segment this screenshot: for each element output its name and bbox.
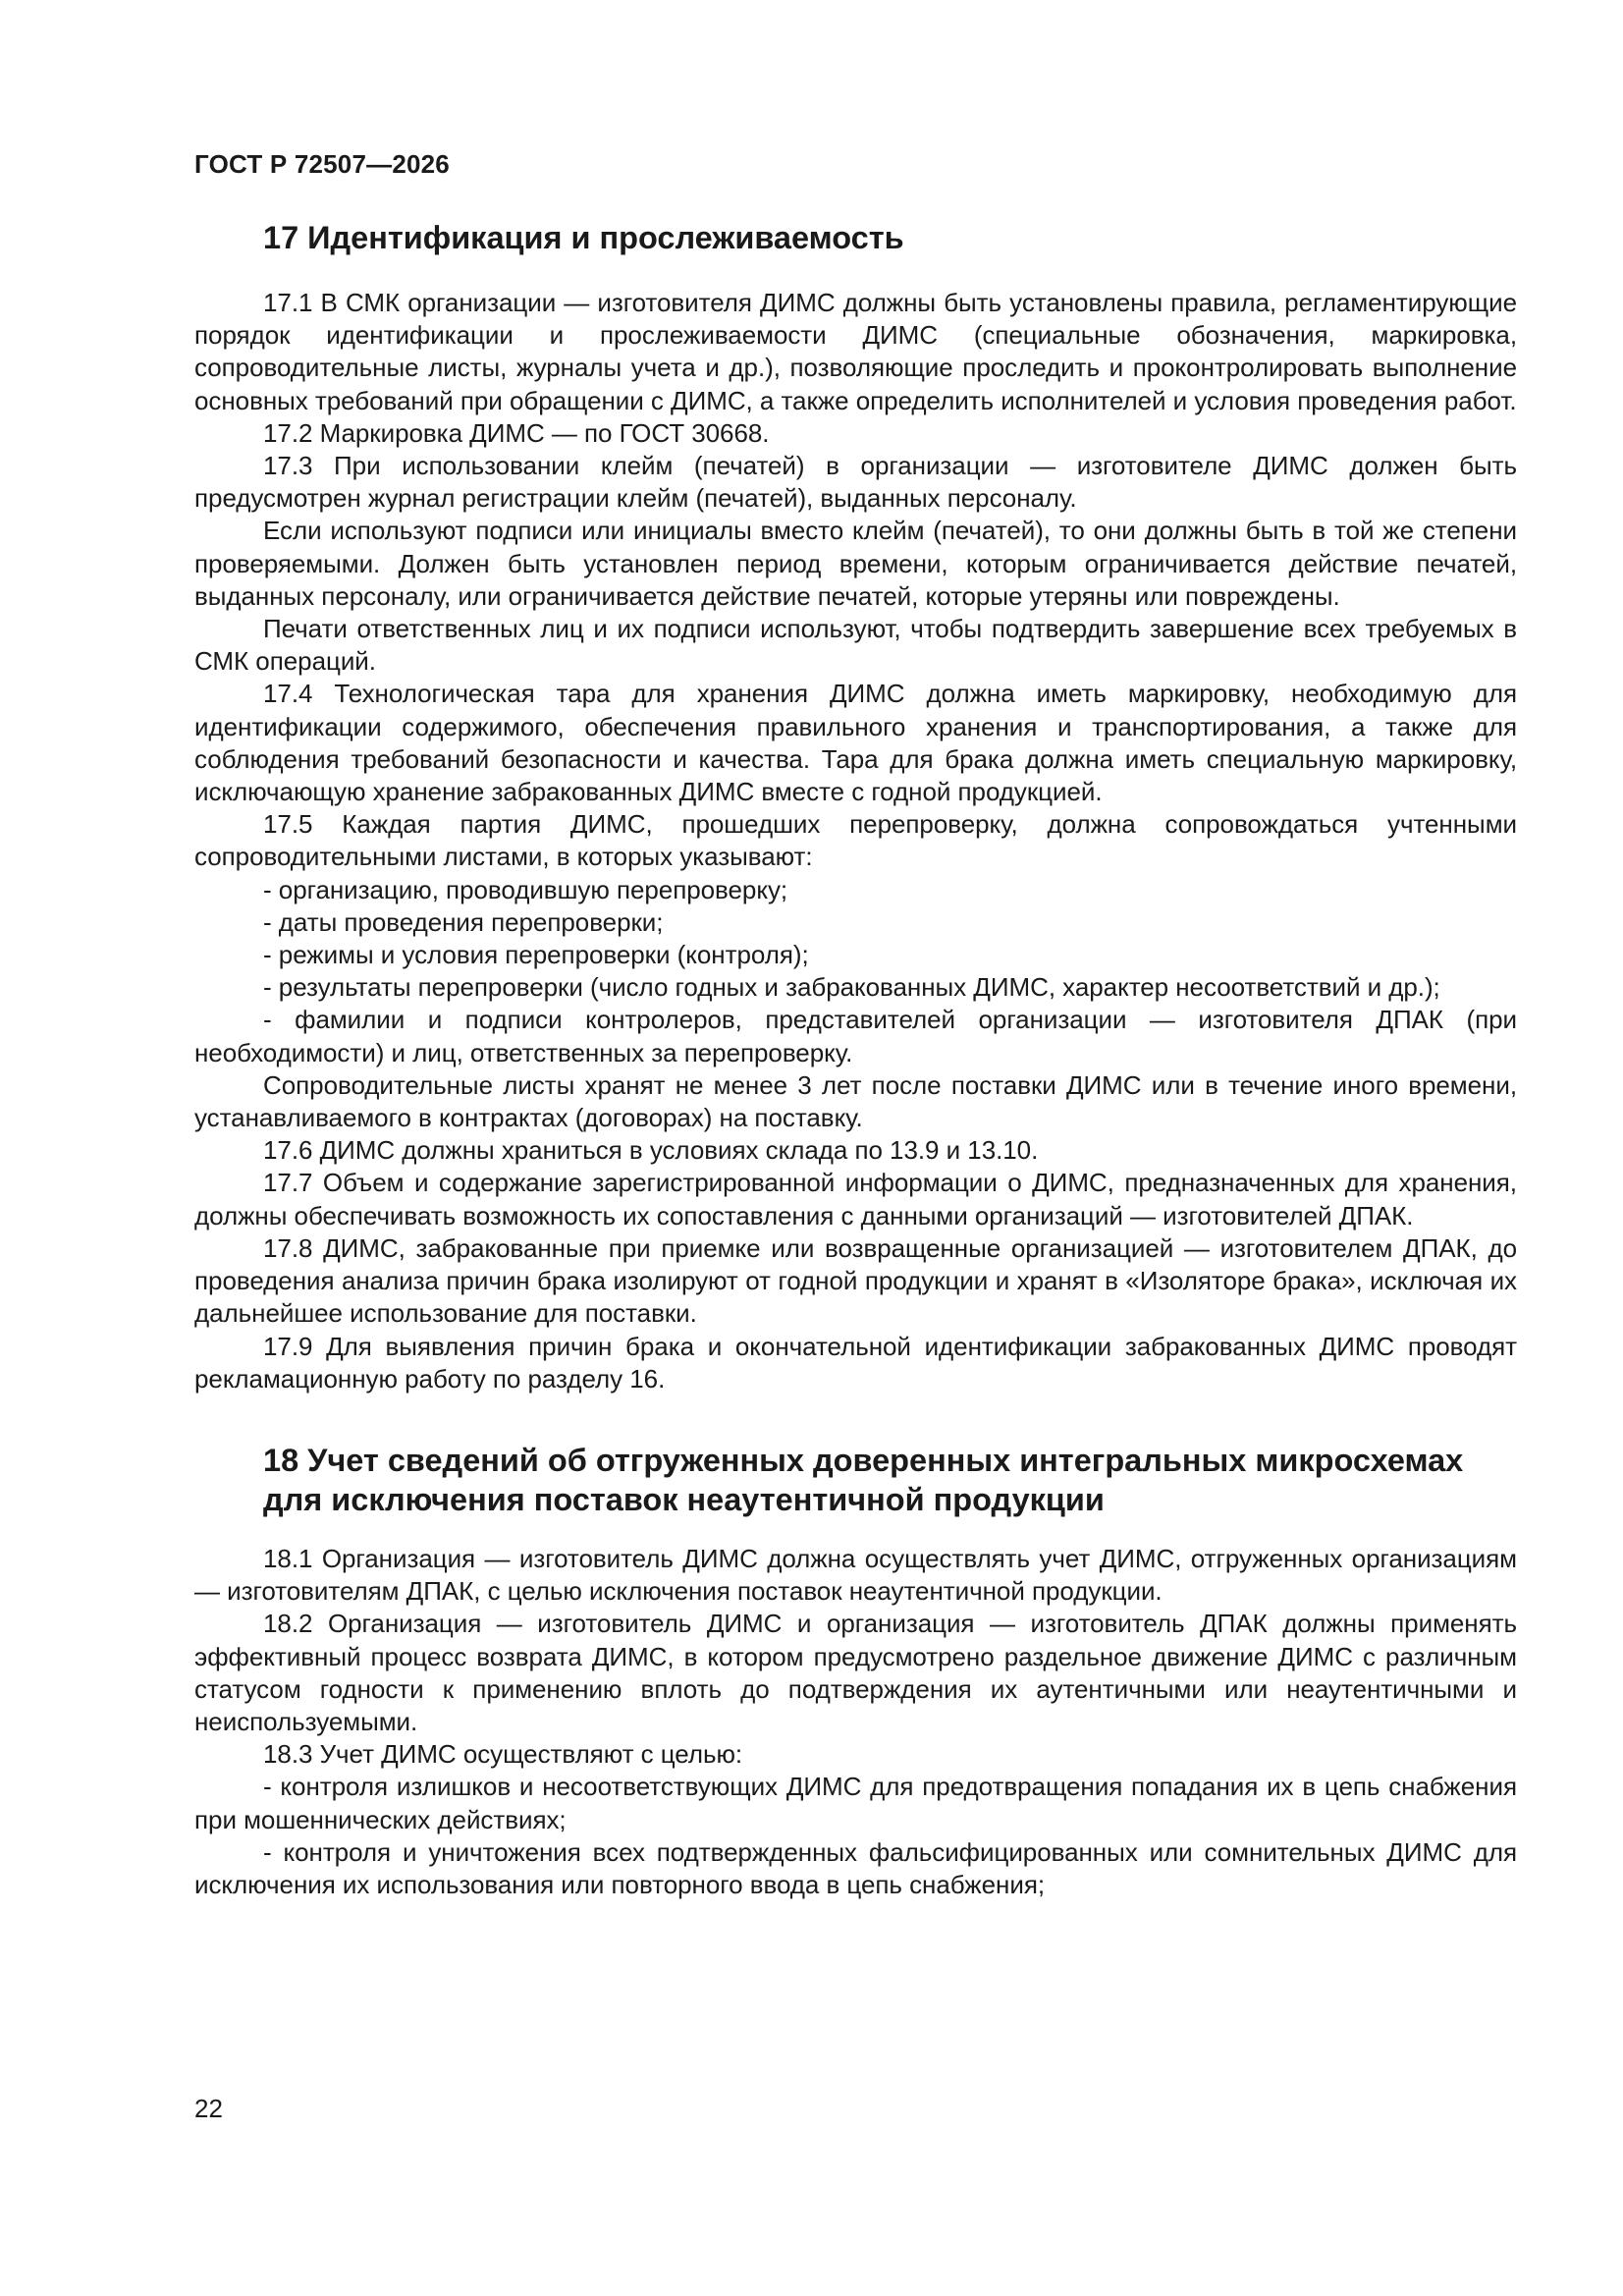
document-header: ГОСТ Р 72507—2026 bbox=[194, 149, 450, 179]
section-17-body bbox=[194, 287, 1517, 1395]
list-item: - контроля и уничтожения всех подтвержденных фальсифицированных или сомнительных ДИМС для исключения их использования или повторного ввода в цепь снабжения; bbox=[194, 1836, 1517, 1899]
section-18-body bbox=[194, 1543, 1517, 1901]
paragraph-17-8: 17.8 ДИМС, забракованные при приемке или возвращенные организацией — изготовителем ДПАК, до проведения анализа причин брака изолируют от годной продукции и хранят в «Изоляторе брака», исключая их дальнейшее использование для поставки. bbox=[194, 1232, 1517, 1329]
section-18-title bbox=[194, 1441, 1517, 1519]
paragraph-17-7: 17.7 Объем и содержание зарегистрированной информации о ДИМС, предназначенных для хранения, должны обеспечивать возможность их сопоставления с данными организаций — изготовителей ДПАК. bbox=[194, 1168, 1517, 1230]
section-17-title: 17 Идентификация и прослеживаемость bbox=[263, 220, 904, 255]
list-item: - организацию, проводившую перепроверку; bbox=[263, 874, 788, 904]
list-item: - результаты перепроверки (число годных и забракованных ДИМС, характер несоответствий и др.); bbox=[263, 972, 1440, 1003]
section-18-title-line-1: 18 Учет сведений об отгруженных доверенных интегральных микросхемах bbox=[263, 1442, 1464, 1478]
paragraph-17-3-stamps: Печати ответственных лиц и их подписи используют, чтобы подтвердить завершение всех требуемых в СМК операций. bbox=[194, 614, 1517, 677]
paragraph-17-5: 17.5 Каждая партия ДИМС, прошедших перепроверку, должна сопровождаться учтенными сопроводительными листами, в которых указывают: bbox=[194, 809, 1517, 872]
paragraph-18-1: 18.1 Организация — изготовитель ДИМС должна осуществлять учет ДИМС, отгруженных организациям — изготовителям ДПАК, с целью исключения поставок неаутентичной продукции. bbox=[194, 1543, 1517, 1607]
list-item: - режимы и условия перепроверки (контроля); bbox=[263, 940, 809, 970]
paragraph-17-3: 17.3 При использовании клейм (печатей) в организации — изготовителе ДИМС должен быть предусмотрен журнал регистрации клейм (печатей), выданных персоналу. bbox=[194, 451, 1517, 514]
list-item: - фамилии и подписи контролеров, представителей организации — изготовителя ДПАК (при необходимости) и лиц, ответственных за перепроверку. bbox=[194, 1005, 1517, 1067]
section-18-title-line-2: для исключения поставок неаутентичной продукции bbox=[263, 1481, 1105, 1517]
list-item: - даты проведения перепроверки; bbox=[263, 906, 664, 937]
paragraph-17-5-retention: Сопроводительные листы хранят не менее 3 лет после поставки ДИМС или в течение иного времени, устанавливаемого в контрактах (договорах) на поставку. bbox=[194, 1069, 1517, 1133]
paragraph-18-2: 18.2 Организация — изготовитель ДИМС и организация — изготовитель ДПАК должны применять эффективный процесс возврата ДИМС, в котором предусмотрено раздельное движение ДИМС с различным статусом годности к применению вплоть до подтверждения их аутентичными или неаутентичными и неиспользуемыми. bbox=[194, 1609, 1517, 1736]
paragraph-18-3: 18.3 Учет ДИМС осуществляют с целью: bbox=[263, 1739, 743, 1770]
page-number: 22 bbox=[194, 2094, 223, 2123]
page-content bbox=[194, 218, 1517, 1901]
paragraph-17-6: 17.6 ДИМС должны храниться в условиях склада по 13.9 и 13.10. bbox=[263, 1135, 1039, 1166]
paragraph-17-9: 17.9 Для выявления причин брака и окончательной идентификации забракованных ДИМС проводят рекламационную работу по разделу 16. bbox=[194, 1331, 1517, 1394]
paragraph-17-3-signatures: Если используют подписи или инициалы вместо клейм (печатей), то они должны быть в той же степени проверяемыми. Должен быть установлен период времени, которым ограничивается действие печатей, выданных персоналу, или ограничивается действие печатей, которые утеряны или повреждены. bbox=[194, 516, 1517, 611]
paragraph-17-2: 17.2 Маркировка ДИМС — по ГОСТ 30668. bbox=[263, 417, 770, 448]
paragraph-17-1: 17.1 В СМК организации — изготовителя ДИМС должны быть установлены правила, регламентирующие порядок идентификации и прослеживаемости ДИМС (специальные обозначения, маркировка, сопроводительные листы, журналы учета и др.), позволяющие проследить и проконтролировать выполнение основных требований при обращении с ДИМС, а также определить исполнителей и условия проведения работ. bbox=[194, 288, 1517, 415]
list-item: - контроля излишков и несоответствующих ДИМС для предотвращения попадания их в цепь снабжения при мошеннических действиях; bbox=[194, 1772, 1517, 1834]
paragraph-17-4: 17.4 Технологическая тара для хранения ДИМС должна иметь маркировку, необходимую для идентификации содержимого, обеспечения правильного хранения и транспортирования, а также для соблюдения требований безопасности и качества. Тара для брака должна иметь специальную маркировку, исключающую хранение забракованных ДИМС вместе с годной продукцией. bbox=[194, 679, 1517, 807]
